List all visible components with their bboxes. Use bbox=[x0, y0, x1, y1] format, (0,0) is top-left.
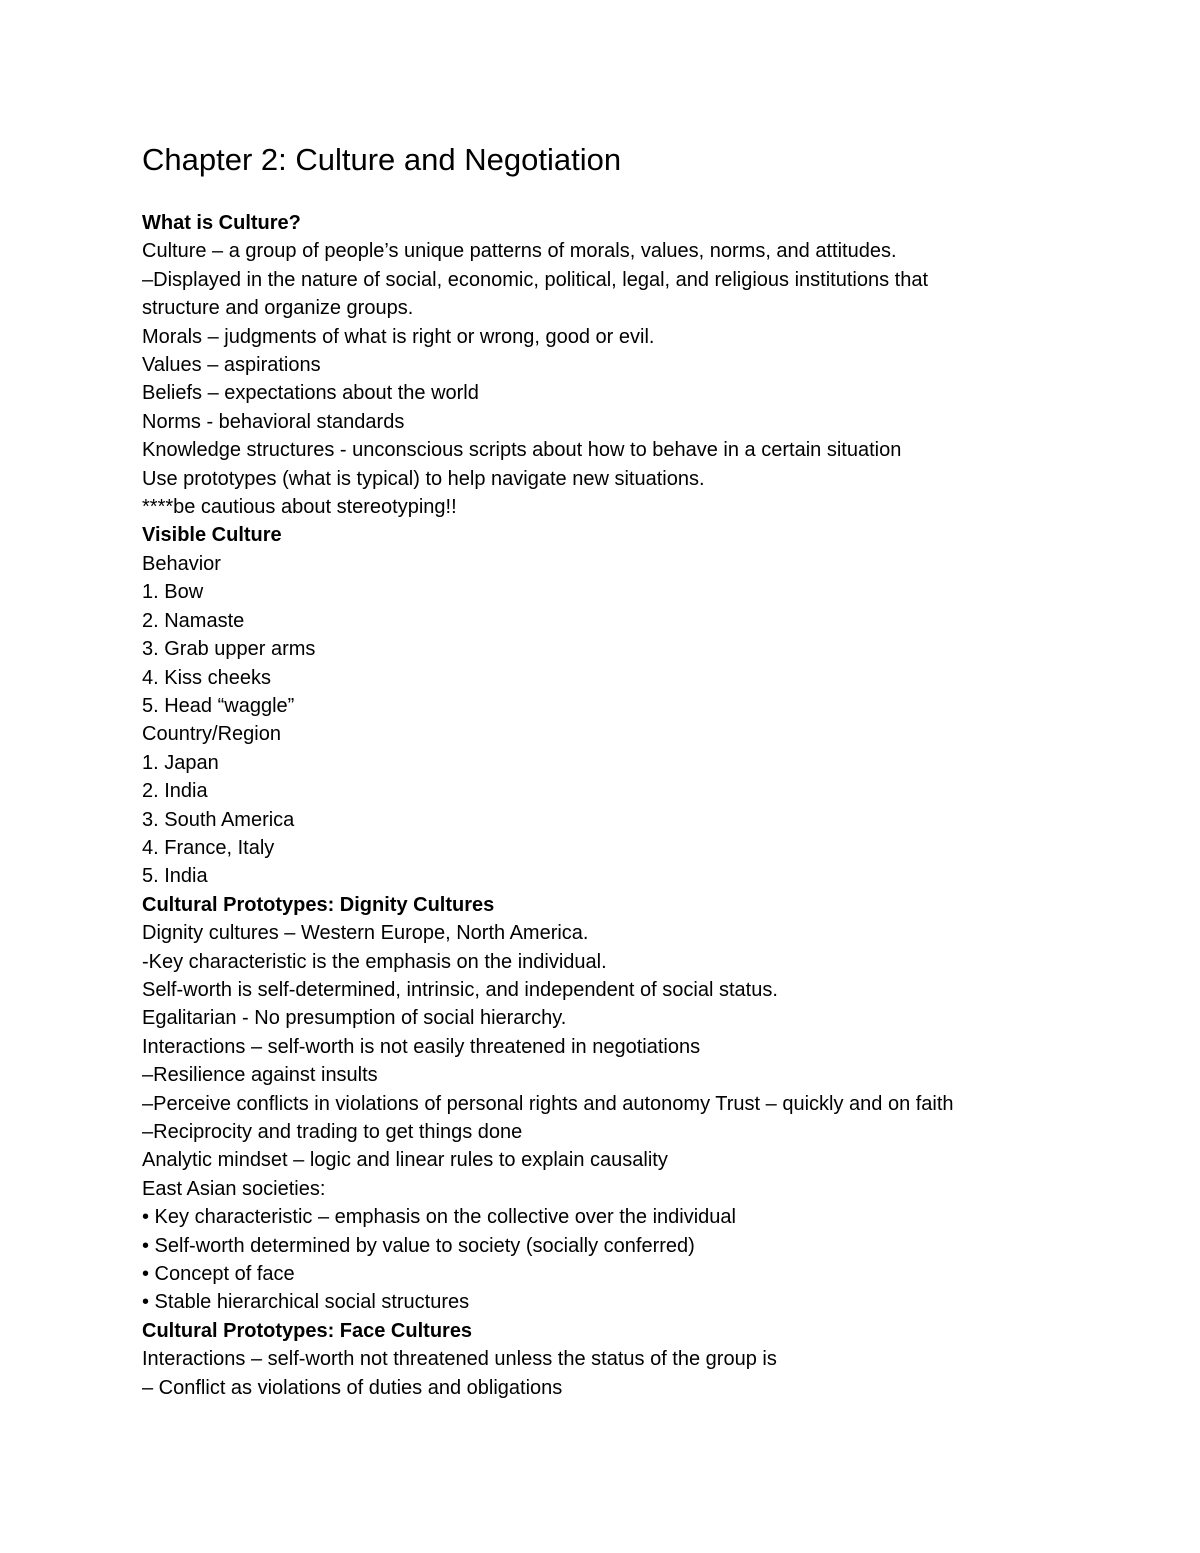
text-line: Beliefs – expectations about the world bbox=[142, 382, 479, 405]
text-line: Morals – judgments of what is right or wrong, good or evil. bbox=[142, 325, 655, 348]
text-line: 5. India bbox=[142, 865, 208, 888]
section-heading: What is Culture? bbox=[142, 212, 301, 234]
text-line: East Asian societies: bbox=[142, 1177, 326, 1200]
text-line: Behavior bbox=[142, 552, 221, 575]
text-line: 2. India bbox=[142, 780, 208, 803]
text-line: Knowledge structures - unconscious scripts about how to behave in a certain situation bbox=[142, 439, 902, 462]
text-line: Norms - behavioral standards bbox=[142, 410, 405, 433]
text-line: Analytic mindset – logic and linear rules to explain causality bbox=[142, 1149, 668, 1172]
section-heading: Cultural Prototypes: Face Cultures bbox=[142, 1319, 473, 1342]
section-heading: Cultural Prototypes: Dignity Cultures bbox=[142, 893, 495, 916]
text-line: structure and organize groups. bbox=[142, 297, 414, 320]
document-body bbox=[142, 209, 1142, 1402]
text-line: –Reciprocity and trading to get things done bbox=[142, 1121, 523, 1143]
text-line: Use prototypes (what is typical) to help navigate new situations. bbox=[142, 467, 705, 490]
page-title: Chapter 2: Culture and Negotiation bbox=[142, 142, 622, 177]
text-line: • Concept of face bbox=[142, 1263, 295, 1286]
text-line: ****be cautious about stereotyping!! bbox=[142, 496, 457, 519]
text-line: Values – aspirations bbox=[142, 354, 321, 377]
text-line: • Stable hierarchical social structures bbox=[142, 1291, 470, 1314]
text-line: Culture – a group of people’s unique patterns of morals, values, norms, and attitudes. bbox=[142, 240, 897, 263]
text-line: 3. South America bbox=[142, 808, 295, 831]
text-line: Interactions – self-worth is not easily threatened in negotiations bbox=[142, 1035, 701, 1058]
text-line: Country/Region bbox=[142, 723, 281, 746]
text-line: – Conflict as violations of duties and obligations bbox=[142, 1376, 563, 1399]
text-line: 5. Head “waggle” bbox=[142, 694, 295, 717]
text-line: • Key characteristic – emphasis on the collective over the individual bbox=[142, 1206, 736, 1229]
text-line: Dignity cultures – Western Europe, North America. bbox=[142, 922, 589, 945]
text-line: 1. Japan bbox=[142, 751, 219, 774]
text-line: -Key characteristic is the emphasis on the individual. bbox=[142, 950, 607, 973]
text-line: 4. Kiss cheeks bbox=[142, 666, 271, 689]
text-line: –Displayed in the nature of social, economic, political, legal, and religious institutions that bbox=[142, 268, 928, 291]
text-line: Interactions – self-worth not threatened unless the status of the group is bbox=[142, 1348, 777, 1371]
text-line: –Perceive conflicts in violations of personal rights and autonomy Trust – quickly and on faith bbox=[142, 1092, 954, 1115]
text-line: Self-worth is self-determined, intrinsic, and independent of social status. bbox=[142, 978, 778, 1001]
text-line: • Self-worth determined by value to society (socially conferred) bbox=[142, 1234, 695, 1257]
section-heading: Visible Culture bbox=[142, 524, 282, 547]
text-line: 3. Grab upper arms bbox=[142, 638, 316, 661]
text-line: 2. Namaste bbox=[142, 609, 245, 632]
text-line: 1. Bow bbox=[142, 581, 204, 604]
text-line: Egalitarian - No presumption of social hierarchy. bbox=[142, 1007, 567, 1030]
text-line: –Resilience against insults bbox=[142, 1064, 378, 1087]
text-line: 4. France, Italy bbox=[142, 836, 275, 859]
